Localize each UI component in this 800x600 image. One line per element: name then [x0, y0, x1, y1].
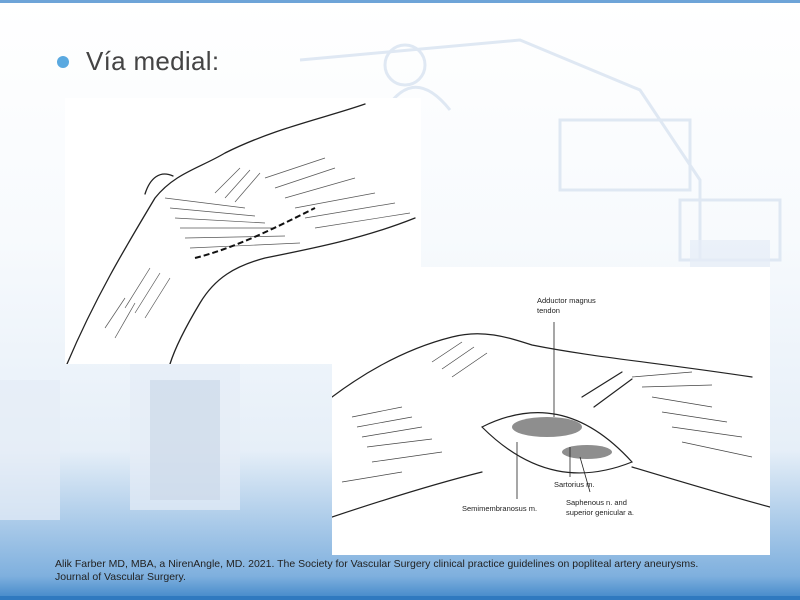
label-semimembranosus: Semimembranosus m.	[462, 504, 538, 513]
bottom-rule	[0, 596, 800, 600]
label-saphenous-line2: superior genicular a.	[566, 508, 634, 517]
incision-line	[195, 208, 315, 258]
label-sartorius: Sartorius m.	[554, 480, 595, 489]
label-saphenous-line1: Saphenous n. and	[566, 498, 627, 507]
citation-line2: Journal of Vascular Surgery.	[55, 571, 186, 583]
heading-bullet-row	[57, 46, 219, 77]
bullet-dot	[57, 56, 69, 68]
label-adductor-magnus-line2: tendon	[537, 306, 560, 315]
citation-line1: Alik Farber MD, MBA, a NirenAngle, MD. 2021. The Society for Vascular Surgery clinical practice guidelines on popliteal artery aneurysms.	[55, 558, 699, 570]
slide-heading: Vía medial:	[86, 46, 220, 76]
label-adductor-magnus-line1: Adductor magnus	[537, 296, 596, 305]
exposure-drawing	[332, 267, 770, 555]
surgical-exposure-illustration	[332, 267, 770, 555]
citation	[55, 558, 775, 584]
